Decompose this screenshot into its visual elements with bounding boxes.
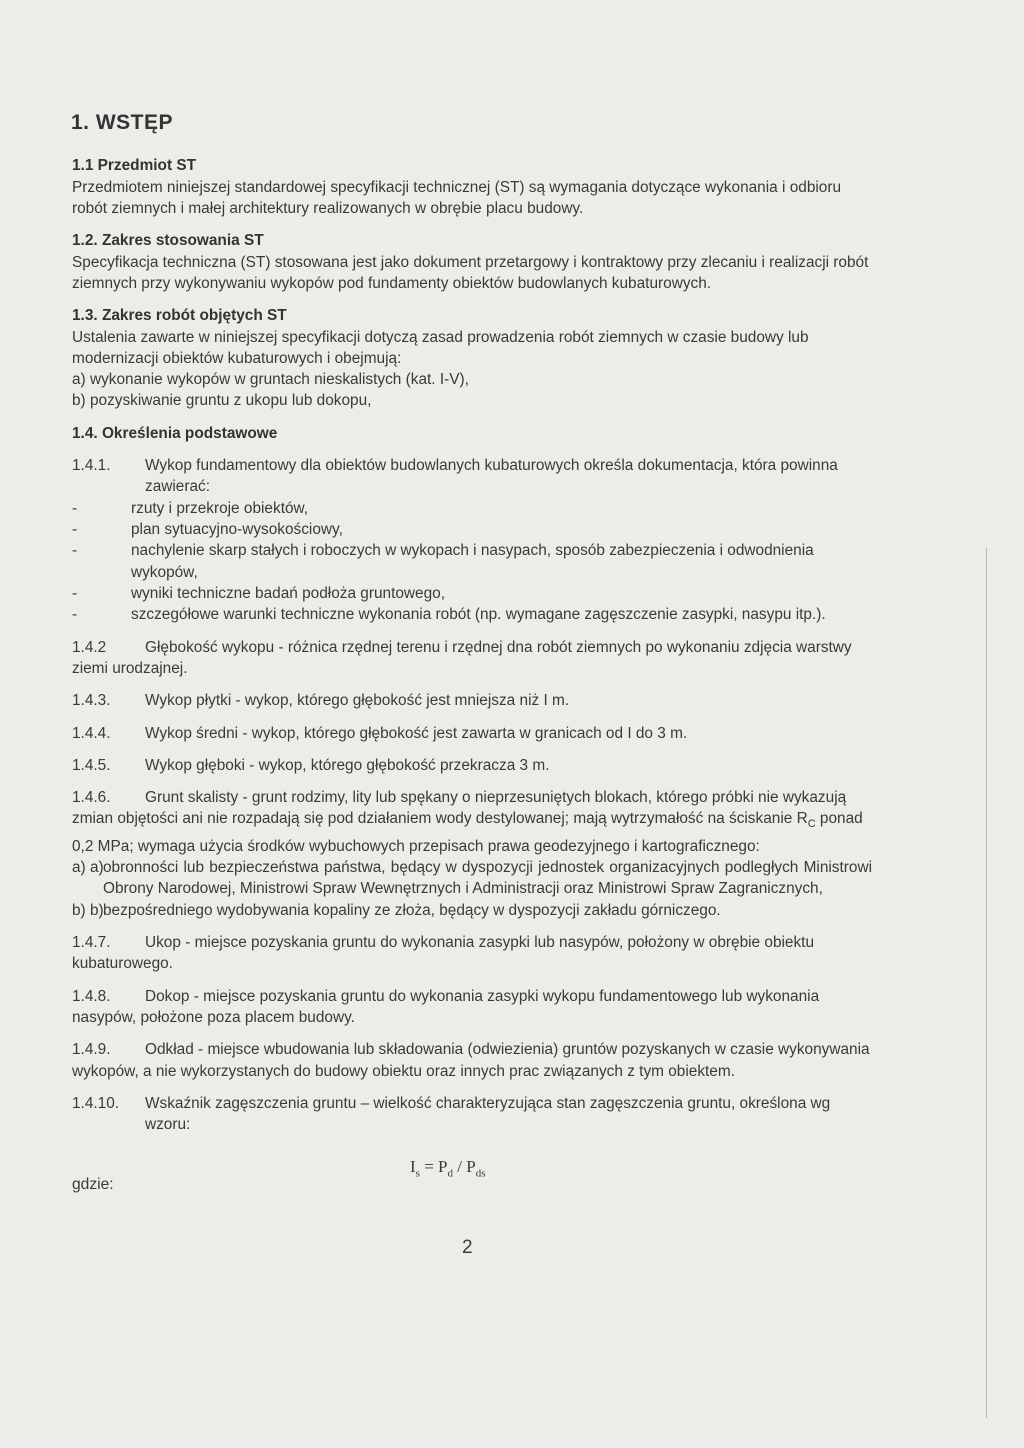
definition-text: Dokop - miejsce pozyskania gruntu do wykonania zasypki wykopu fundamentowego lub wykonania nasypów, położone poza placem budowy. <box>72 987 820 1027</box>
dash-bullet: - <box>72 606 78 624</box>
list-item: - nachylenie skarp stałych i roboczych w wykopach i nasypach, sposób zabezpieczenia i odwodnienia wykopów, <box>72 542 814 581</box>
page-number: 2 <box>462 1237 473 1258</box>
definition-number: 1.4.3. <box>72 692 111 710</box>
list-item-b: b) pozyskiwanie gruntu z ukopu lub dokopu, <box>72 392 372 410</box>
section-1-1 <box>72 155 872 219</box>
definition-text: Wykop głęboki - wykop, którego głębokość przekracza 3 m. <box>145 756 550 774</box>
definition-text: Głębokość wykopu - różnica rzędnej terenu i rzędnej dna robót ziemnych po wykonaniu zdjęcia warstwy ziemi urodzajnej. <box>72 638 852 677</box>
section-1-3 <box>72 305 872 412</box>
definition-text: Wykop średni - wykop, którego głębokość jest zawarta w granicach od I do 3 m. <box>145 724 688 742</box>
definition-number: 1.4.10. <box>72 1094 120 1112</box>
scan-edge-line <box>986 548 987 1418</box>
definition-1-4-6-item-b: b) b) bezpośredniego wydobywania kopaliny ze złoża, będący w dyspozycji zakładu górniczego. <box>72 900 872 921</box>
subscript: C <box>807 818 816 831</box>
formula: $I_s = P_d / P_{ds}$ <box>410 1157 486 1180</box>
item-label: b) b) <box>72 901 104 919</box>
definition-text: Odkład - miejsce wbudowania lub składowania (odwiezienia) gruntów pozyskanych w czasie wykonywania wykopów, a nie wykorzystanych do budowy obiektu oraz innych prac związanych z tym obiektem. <box>72 1041 870 1080</box>
section-title: 1.2. Zakres stosowania ST <box>72 232 264 250</box>
gdzie-label: gdzie: <box>72 1176 114 1193</box>
definition-1-4-2 <box>72 637 872 680</box>
definition-number: 1.4.8. <box>72 987 111 1005</box>
definition-number: 1.4.9. <box>72 1041 111 1059</box>
section-title: 1.4. Określenia podstawowe <box>72 424 278 442</box>
dash-bullet: - <box>72 542 78 560</box>
definition-1-4-9 <box>72 1039 872 1082</box>
definition-number: 1.4.4. <box>72 724 111 742</box>
dash-bullet: - <box>72 584 78 602</box>
list-item: - plan sytuacyjno-wysokościowy, <box>72 519 872 540</box>
definition-number: 1.4.2 <box>72 638 107 656</box>
definition-1-4-3 <box>72 690 872 711</box>
list-item-a: a) wykonanie wykopów w gruntach nieskalistych (kat. I-V), <box>72 371 469 389</box>
dash-bullet: - <box>72 499 78 517</box>
definition-1-4-4 <box>72 723 872 744</box>
chapter-heading: 1. WSTĘP <box>71 111 174 134</box>
list-item: - szczegółowe warunki techniczne wykonania robót (np. wymagane zagęszczenie zasypki, nasypu itp.). <box>72 604 872 625</box>
definition-1-4-1 <box>72 455 872 498</box>
definition-1-4-10 <box>72 1093 872 1136</box>
definition-1-4-6-item-a: a) a) obronności lub bezpieczeństwa państwa, będący w dyspozycji jednostek organizacyjnych podległych Ministrowi Obrony Narodowej, Ministrowi Spraw Wewnętrznych i Administracji oraz Ministrowi Spraw Zagranicznych, <box>72 859 872 898</box>
section-title: 1.1 Przedmiot ST <box>72 157 197 175</box>
section-text: Przedmiotem niniejszej standardowej specyfikacji technicznej (ST) są wymagania dotyczące wykonania i odbioru robót ziemnych i małej architektury realizowanych w obrębie placu budowy. <box>72 178 842 217</box>
definition-text: Wykop fundamentowy dla obiektów budowlanych kubaturowych określa dokumentacja, która powinna zawierać: <box>145 457 838 496</box>
definition-number: 1.4.7. <box>72 934 111 952</box>
definition-number: 1.4.6. <box>72 789 111 807</box>
list-item: - wyniki techniczne badań podłoża gruntowego, <box>72 583 872 604</box>
definition-number: 1.4.1. <box>72 457 111 475</box>
document-page <box>72 112 872 1147</box>
section-1-4 <box>72 423 872 1136</box>
section-title: 1.3. Zakres robót objętych ST <box>72 307 287 325</box>
definition-text: Wskaźnik zagęszczenia gruntu – wielkość charakteryzująca stan zagęszczenia gruntu, określona wg wzoru: <box>145 1094 831 1134</box>
section-text: Specyfikacja techniczna (ST) stosowana jest jako dokument przetargowy i kontraktowy przy zlecaniu i realizacji robót ziemnych przy wykonywaniu wykopów pod fundamenty obiektów budowlanych kubaturowych. <box>72 253 869 292</box>
definition-1-4-5 <box>72 755 872 776</box>
list-item: - rzuty i przekroje obiektów, <box>72 498 872 519</box>
definition-1-4-7 <box>72 932 872 975</box>
section-text: Ustalenia zawarte w niniejszej specyfikacji dotyczą zasad prowadzenia robót ziemnych w czasie budowy lub modernizacji obiektów kubaturowych i obejmują: <box>72 328 809 367</box>
definition-1-4-8 <box>72 986 872 1029</box>
definition-text: Wykop płytki - wykop, którego głębokość jest mniejsza niż I m. <box>145 692 570 710</box>
item-label: a) a) <box>72 859 104 877</box>
definition-text: Ukop - miejsce pozyskania gruntu do wykonania zasypki lub nasypów, położony w obrębie obiektu kubaturowego. <box>72 934 815 973</box>
documentation-list <box>72 498 872 626</box>
dash-bullet: - <box>72 521 78 538</box>
formula-block <box>72 1151 872 1211</box>
section-1-2 <box>72 230 872 294</box>
definition-1-4-6: 1.4.6. Grunt skalisty - grunt rodzimy, lity lub spękany o nieprzesuniętych blokach, którego próbki nie wykazują zmian objętości ani nie rozpadają się pod działaniem wody destylowanej; mają wytrzymałość na ściskanie $R_C$ ponad 0,2 MPa; wymaga użycia środków wybuchowych przepisach prawa geodezyjnego i kartograficznego: <box>72 789 863 855</box>
definition-number: 1.4.5. <box>72 756 111 774</box>
